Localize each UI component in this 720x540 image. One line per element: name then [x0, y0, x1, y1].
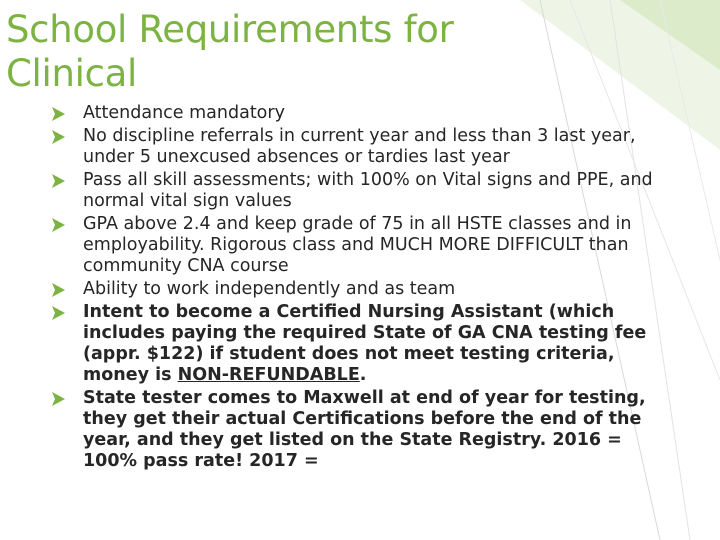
green-arrowhead-icon [52, 306, 65, 320]
bullet-text: State tester comes to Maxwell at end of year for testing, they get their actual Certifications before the end of the year, and they get listed on the State Registry. 2016 = 100% pass rate! 2017 = [83, 388, 646, 471]
bullet-text: Intent to become a Certified Nursing Assistant (which includes paying the required State of GA CNA testing fee (appr. $122) if student does not meet testing criteria, money is [83, 302, 647, 385]
bullet-text: Pass all skill assessments; with 100% on Vital signs and PPE, and normal vital sign values [83, 170, 653, 211]
bullet-item [52, 214, 672, 277]
green-arrowhead-icon [52, 392, 65, 406]
bullet-text-end: . [359, 365, 367, 385]
slide-title: School Requirements for Clinical [6, 8, 454, 95]
bullet-text: GPA above 2.4 and keep grade of 75 in all HSTE classes and in employability. Rigorous class and MUCH MORE DIFFICULT than community CNA course [83, 214, 632, 276]
green-arrowhead-icon [52, 107, 65, 121]
green-arrowhead-icon [52, 130, 65, 144]
green-arrowhead-icon [52, 174, 65, 188]
bullet-item [52, 388, 672, 472]
green-arrowhead-icon [52, 283, 65, 297]
bullet-text: Attendance mandatory [83, 103, 285, 123]
bullet-item [52, 103, 672, 124]
bullet-item [52, 302, 672, 386]
bullet-text: No discipline referrals in current year and less than 3 last year, under 5 unexcused absences or tardies last year [83, 126, 636, 167]
bullet-list [52, 103, 672, 474]
non-refundable-text: NON-REFUNDABLE [177, 365, 360, 385]
bullet-item [52, 279, 672, 300]
bullet-item [52, 126, 672, 168]
bullet-item [52, 170, 672, 212]
bullet-text: Ability to work independently and as team [83, 279, 456, 299]
green-arrowhead-icon [52, 218, 65, 232]
